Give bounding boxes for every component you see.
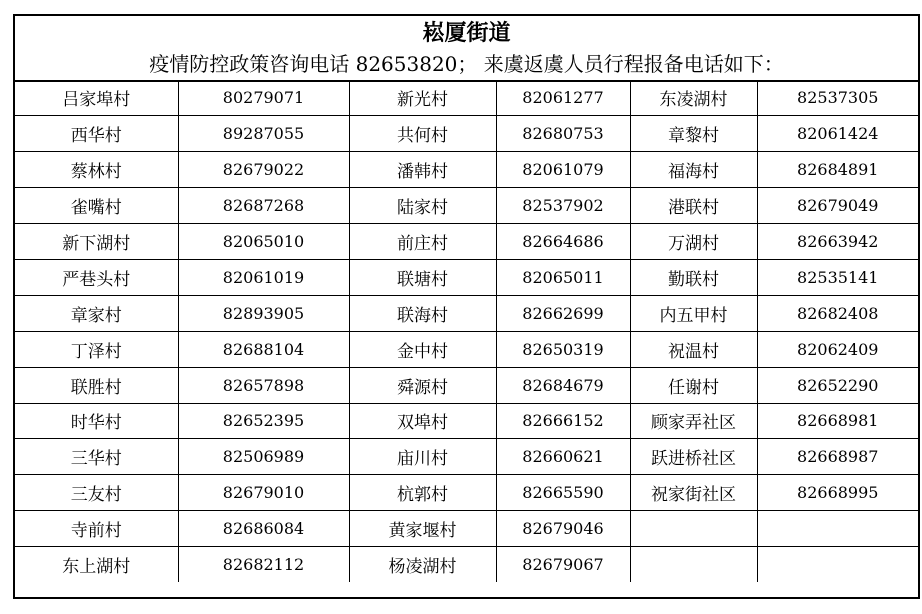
phone-number-cell: 82679046 [496, 511, 630, 547]
village-name-cell: 寺前村 [15, 511, 178, 547]
village-name-cell: 联海村 [349, 295, 496, 331]
phone-number-cell: 82684891 [757, 152, 918, 188]
phone-number-cell: 82535141 [757, 259, 918, 295]
sheet-header [15, 16, 918, 82]
table-row [15, 331, 918, 367]
phone-number-cell: 82687268 [178, 188, 349, 224]
phone-number-cell: 82662699 [496, 295, 630, 331]
table-row [15, 295, 918, 331]
phone-number-cell: 82893905 [178, 295, 349, 331]
village-name-cell: 联胜村 [15, 367, 178, 403]
phone-number-cell: 82668981 [757, 403, 918, 439]
village-name-cell: 祝家街社区 [630, 475, 757, 511]
phone-number-cell: 82652395 [178, 403, 349, 439]
table-row [15, 80, 918, 116]
village-name-cell: 东上湖村 [15, 547, 178, 583]
village-name-cell: 三华村 [15, 439, 178, 475]
village-name-cell: 内五甲村 [630, 295, 757, 331]
table-row [15, 439, 918, 475]
phone-number-cell: 82668987 [757, 439, 918, 475]
village-name-cell: 时华村 [15, 403, 178, 439]
phone-number-cell: 82660621 [496, 439, 630, 475]
contact-sheet [13, 14, 920, 599]
phone-number-cell: 82062409 [757, 331, 918, 367]
table-row [15, 547, 918, 583]
village-name-cell: 双埠村 [349, 403, 496, 439]
table-row [15, 188, 918, 224]
village-name-cell: 杨凌湖村 [349, 547, 496, 583]
village-name-cell: 联塘村 [349, 259, 496, 295]
village-name-cell: 章家村 [15, 295, 178, 331]
phone-number-cell: 82666152 [496, 403, 630, 439]
phone-number-cell: 82679022 [178, 152, 349, 188]
phone-number-cell: 82686084 [178, 511, 349, 547]
village-name-cell: 雀嘴村 [15, 188, 178, 224]
phone-number-cell: 82664686 [496, 224, 630, 260]
village-name-cell: 蔡林村 [15, 152, 178, 188]
village-name-cell: 西华村 [15, 116, 178, 152]
village-name-cell: 万湖村 [630, 224, 757, 260]
village-name-cell: 黄家堰村 [349, 511, 496, 547]
village-name-cell [630, 547, 757, 583]
village-name-cell: 港联村 [630, 188, 757, 224]
table-row [15, 259, 918, 295]
table-row [15, 367, 918, 403]
contact-table [15, 80, 918, 582]
table-row [15, 511, 918, 547]
phone-number-cell: 82537305 [757, 80, 918, 116]
village-name-cell: 新光村 [349, 80, 496, 116]
phone-number-cell: 82679067 [496, 547, 630, 583]
village-name-cell: 杭郭村 [349, 475, 496, 511]
village-name-cell: 福海村 [630, 152, 757, 188]
phone-number-cell: 82682112 [178, 547, 349, 583]
phone-number-cell: 82065011 [496, 259, 630, 295]
table-row [15, 152, 918, 188]
village-name-cell: 潘韩村 [349, 152, 496, 188]
village-name-cell: 跃进桥社区 [630, 439, 757, 475]
village-name-cell: 东凌湖村 [630, 80, 757, 116]
table-row [15, 475, 918, 511]
phone-number-cell: 80279071 [178, 80, 349, 116]
village-name-cell: 任谢村 [630, 367, 757, 403]
village-name-cell: 陆家村 [349, 188, 496, 224]
phone-number-cell: 82663942 [757, 224, 918, 260]
page-subtitle: 疫情防控政策咨询电话 82653820； 来虞返虞人员行程报备电话如下： [149, 52, 784, 76]
phone-number-cell: 82682408 [757, 295, 918, 331]
village-name-cell: 庙川村 [349, 439, 496, 475]
village-name-cell: 章黎村 [630, 116, 757, 152]
phone-number-cell: 82061424 [757, 116, 918, 152]
village-name-cell: 勤联村 [630, 259, 757, 295]
phone-number-cell: 89287055 [178, 116, 349, 152]
phone-number-cell: 82665590 [496, 475, 630, 511]
village-name-cell: 严巷头村 [15, 259, 178, 295]
village-name-cell: 前庄村 [349, 224, 496, 260]
phone-number-cell: 82061019 [178, 259, 349, 295]
village-name-cell: 三友村 [15, 475, 178, 511]
phone-number-cell: 82684679 [496, 367, 630, 403]
village-name-cell [630, 511, 757, 547]
village-name-cell: 丁泽村 [15, 331, 178, 367]
phone-number-cell [757, 511, 918, 547]
table-row [15, 116, 918, 152]
village-name-cell: 舜源村 [349, 367, 496, 403]
phone-number-cell: 82679049 [757, 188, 918, 224]
village-name-cell: 祝温村 [630, 331, 757, 367]
village-name-cell: 吕家埠村 [15, 80, 178, 116]
phone-number-cell: 82668995 [757, 475, 918, 511]
phone-number-cell: 82061079 [496, 152, 630, 188]
phone-number-cell [757, 547, 918, 583]
phone-number-cell: 82680753 [496, 116, 630, 152]
phone-number-cell: 82537902 [496, 188, 630, 224]
phone-number-cell: 82688104 [178, 331, 349, 367]
village-name-cell: 金中村 [349, 331, 496, 367]
phone-number-cell: 82065010 [178, 224, 349, 260]
village-name-cell: 共何村 [349, 116, 496, 152]
table-row [15, 224, 918, 260]
phone-number-cell: 82650319 [496, 331, 630, 367]
phone-number-cell: 82061277 [496, 80, 630, 116]
phone-number-cell: 82652290 [757, 367, 918, 403]
table-row [15, 403, 918, 439]
phone-number-cell: 82657898 [178, 367, 349, 403]
page-title: 崧厦街道 [422, 20, 511, 46]
village-name-cell: 顾家弄社区 [630, 403, 757, 439]
phone-number-cell: 82506989 [178, 439, 349, 475]
village-name-cell: 新下湖村 [15, 224, 178, 260]
phone-number-cell: 82679010 [178, 475, 349, 511]
